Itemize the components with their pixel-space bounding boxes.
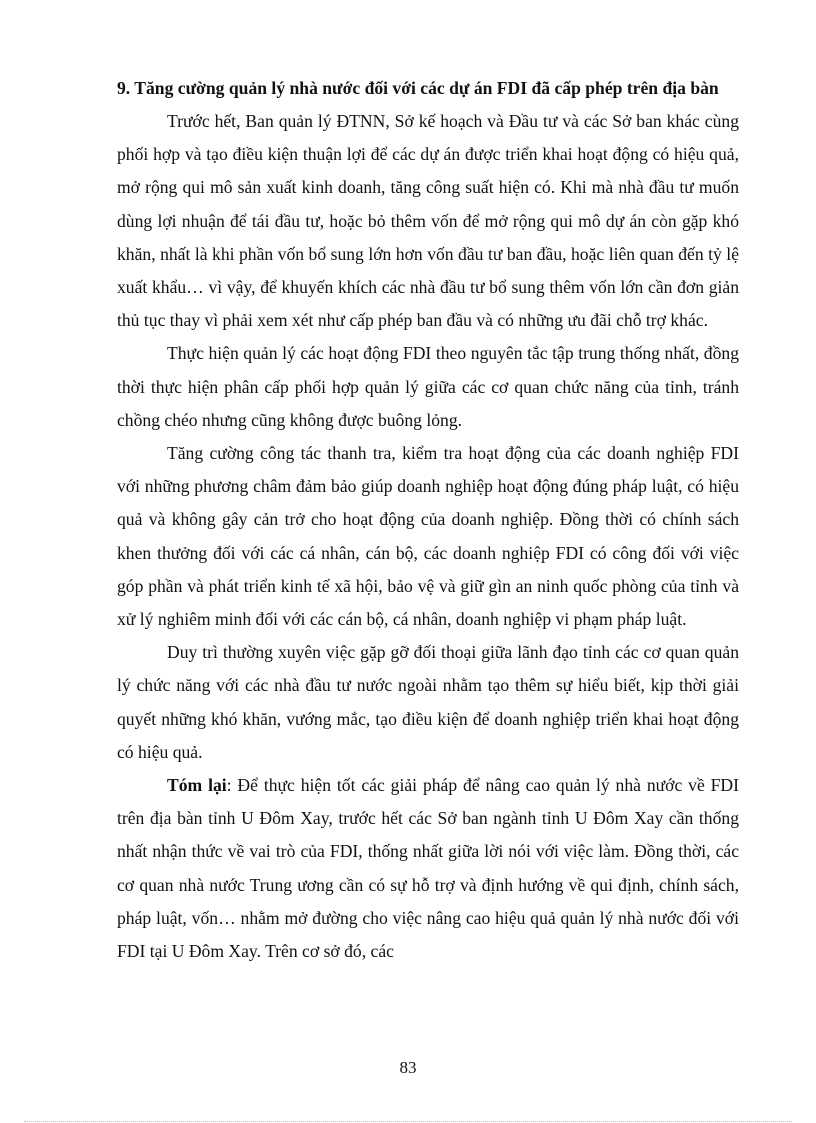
summary-paragraph xyxy=(117,769,739,968)
page-bottom-divider xyxy=(24,1121,792,1122)
paragraph-2: Thực hiện quản lý các hoạt động FDI theo nguyên tắc tập trung thống nhất, đồng thời thực hiện phân cấp phối hợp quản lý giữa các cơ quan chức năng của tỉnh, tránh chồng chéo nhưng cũng không được buông lỏng. xyxy=(117,343,739,430)
summary-lead: Tóm lại xyxy=(167,775,227,796)
paragraph-3: Tăng cường công tác thanh tra, kiểm tra hoạt động của các doanh nghiệp FDI với những phương châm đảm bảo giúp doanh nghiệp hoạt động đúng pháp luật, có hiệu quả và không gây cản trở cho hoạt động của doanh nghiệp. Đồng thời có chính sách khen thưởng đối với các cá nhân, cán bộ, các doanh nghiệp FDI có công đối với việc góp phần và phát triển kinh tế xã hội, bảo vệ và giữ gìn an ninh quốc phòng của tỉnh và xử lý nghiêm minh đối với các cán bộ, cá nhân, doanh nghiệp vi phạm pháp luật. xyxy=(117,443,739,630)
section-heading: 9. Tăng cường quản lý nhà nước đối với các dự án FDI đã cấp phép trên địa bàn xyxy=(117,78,719,98)
paragraph-4: Duy trì thường xuyên việc gặp gỡ đối thoại giữa lãnh đạo tỉnh các cơ quan quản lý chức năng với các nhà đầu tư nước ngoài nhằm tạo thêm sự hiểu biết, kịp thời giải quyết những khó khăn, vướng mắc, tạo điều kiện để doanh nghiệp triển khai hoạt động có hiệu quả. xyxy=(117,642,739,762)
paragraph-1: Trước hết, Ban quản lý ĐTNN, Sở kế hoạch và Đầu tư và các Sở ban khác cùng phối hợp và tạo điều kiện thuận lợi để các dự án được triển khai hoạt động có hiệu quả, mở rộng qui mô sản xuất kinh doanh, tăng công suất hiện có. Khi mà nhà đầu tư muốn dùng lợi nhuận để tái đầu tư, hoặc bỏ thêm vốn để mở rộng qui mô dự án còn gặp khó khăn, nhất là khi phần vốn bổ sung lớn hơn vốn đầu tư ban đầu, hoặc liên quan đến tỷ lệ xuất khẩu… vì vậy, để khuyến khích các nhà đầu tư bổ sung thêm vốn lớn cần đơn giản thủ tục thay vì phải xem xét như cấp phép ban đầu và có những ưu đãi chỗ trợ khác. xyxy=(117,111,739,331)
page-number: 83 xyxy=(399,1058,417,1077)
page-body xyxy=(117,72,739,968)
summary-text: : Để thực hiện tốt các giải pháp để nâng cao quản lý nhà nước về FDI trên địa bàn tỉnh U Đôm Xay, trước hết các Sở ban ngành tỉnh U Đôm Xay cần thống nhất nhận thức về vai trò của FDI, thống nhất giữa lời nói với việc làm. Đồng thời, các cơ quan nhà nước Trung ương cần có sự hỗ trợ và định hướng về qui định, chính sách, pháp luật, vốn… nhằm mở đường cho việc nâng cao hiệu quả quản lý nhà nước đối với FDI tại U Đôm Xay. Trên cơ sở đó, các xyxy=(117,775,739,962)
